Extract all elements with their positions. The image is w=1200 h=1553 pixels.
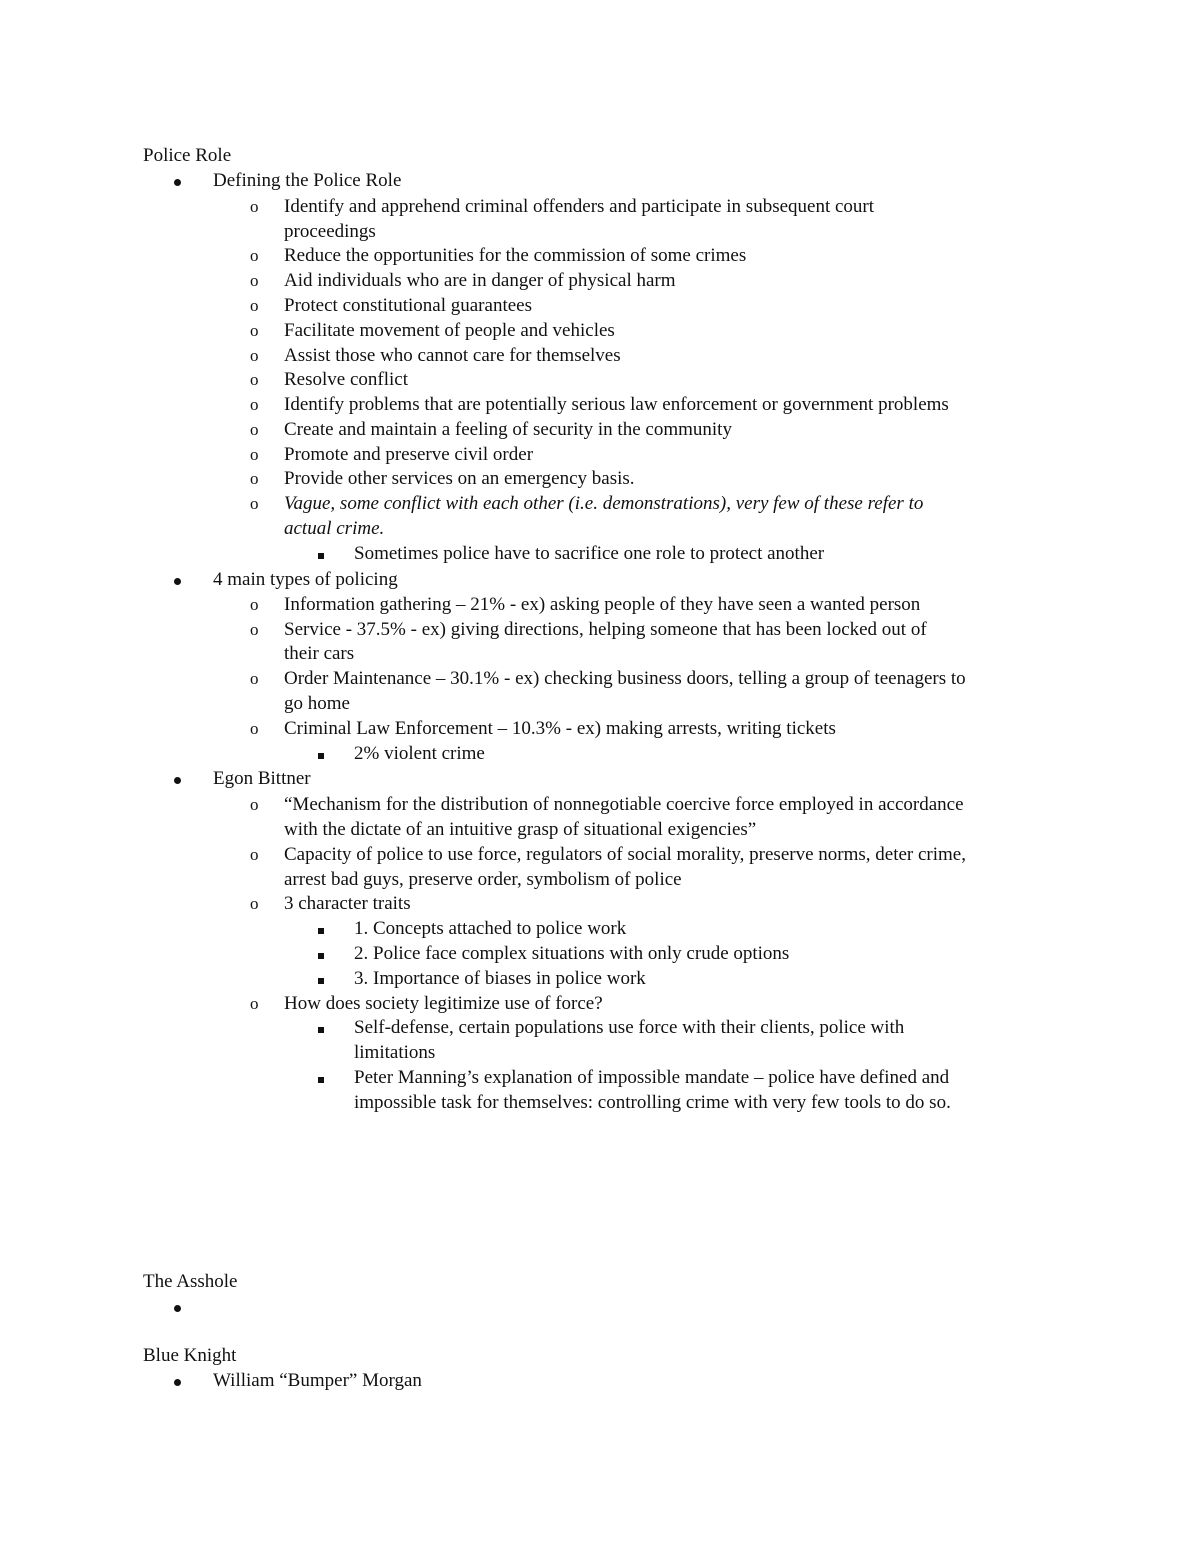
bullet-circle: o (250, 271, 259, 290)
bullet-circle: o (250, 845, 259, 864)
list-item: Defining the Police Role (213, 170, 402, 191)
bullet-square (318, 967, 324, 992)
list-item: Aid individuals who are in danger of physical harm (284, 270, 676, 291)
bullet-square (318, 942, 324, 967)
list-item: 1. Concepts attached to police work (354, 918, 627, 939)
bullet-square (318, 1016, 324, 1041)
list-item: 2. Police face complex situations with only crude options (354, 943, 790, 964)
bullet-circle: o (250, 795, 259, 814)
list-item: 3. Importance of biases in police work (354, 968, 646, 989)
section-heading-the-asshole: The Asshole (143, 1271, 238, 1292)
list-item: Facilitate movement of people and vehicles (284, 320, 615, 341)
bullet-circle: o (250, 395, 259, 414)
list-item: Self-defense, certain populations use force with their clients, police with (354, 1017, 905, 1038)
list-item: Information gathering – 21% - ex) asking people of they have seen a wanted person (284, 594, 921, 615)
list-item-continuation: arrest bad guys, preserve order, symbolism of police (284, 869, 682, 890)
bullet-square (318, 1066, 324, 1091)
bullet-dot (174, 568, 181, 593)
bullet-circle: o (250, 296, 259, 315)
bullet-square (318, 542, 324, 567)
list-item: Promote and preserve civil order (284, 444, 534, 465)
list-item: 2% violent crime (354, 743, 485, 764)
list-item: William “Bumper” Morgan (213, 1370, 422, 1391)
list-item: Identify problems that are potentially serious law enforcement or government problems (284, 394, 949, 415)
list-item: Create and maintain a feeling of security in the community (284, 419, 732, 440)
list-item: “Mechanism for the distribution of nonnegotiable coercive force employed in accordance (284, 794, 964, 815)
list-item: Criminal Law Enforcement – 10.3% - ex) making arrests, writing tickets (284, 718, 836, 739)
list-item: Sometimes police have to sacrifice one role to protect another (354, 543, 825, 564)
bullet-circle: o (250, 719, 259, 738)
list-item-continuation: actual crime. (284, 518, 385, 539)
bullet-circle: o (250, 994, 259, 1013)
list-item-continuation: limitations (354, 1042, 436, 1063)
list-item: Order Maintenance – 30.1% - ex) checking business doors, telling a group of teenagers to (284, 668, 966, 689)
list-item: Vague, some conflict with each other (i.e. demonstrations), very few of these refer to (284, 493, 924, 514)
list-item: Resolve conflict (284, 369, 408, 390)
list-item: How does society legitimize use of force? (284, 993, 603, 1014)
bullet-circle: o (250, 669, 259, 688)
bullet-dot (174, 1295, 181, 1320)
bullet-square (318, 917, 324, 942)
bullet-circle: o (250, 894, 259, 913)
bullet-circle: o (250, 370, 259, 389)
list-item: Reduce the opportunities for the commission of some crimes (284, 245, 747, 266)
bullet-circle: o (250, 197, 259, 216)
list-item-continuation: impossible task for themselves: controlling crime with very few tools to do so. (354, 1092, 951, 1113)
list-item: Service - 37.5% - ex) giving directions, helping someone that has been locked out of (284, 619, 927, 640)
bullet-circle: o (250, 246, 259, 265)
section-heading-police-role: Police Role (143, 145, 232, 166)
bullet-circle: o (250, 469, 259, 488)
list-item: 3 character traits (284, 893, 411, 914)
bullet-dot (174, 1369, 181, 1394)
list-item-continuation: go home (284, 693, 350, 714)
bullet-circle: o (250, 420, 259, 439)
list-item: Identify and apprehend criminal offenders and participate in subsequent court (284, 196, 875, 217)
list-item: Capacity of police to use force, regulators of social morality, preserve norms, deter crime, (284, 844, 966, 865)
bullet-circle: o (250, 445, 259, 464)
bullet-circle: o (250, 494, 259, 513)
bullet-circle: o (250, 620, 259, 639)
list-item: Assist those who cannot care for themselves (284, 345, 621, 366)
bullet-circle: o (250, 595, 259, 614)
bullet-square (318, 742, 324, 767)
bullet-dot (174, 767, 181, 792)
list-item: Protect constitutional guarantees (284, 295, 532, 316)
list-item: 4 main types of policing (213, 569, 398, 590)
bullet-dot (174, 169, 181, 194)
section-heading-blue-knight: Blue Knight (143, 1345, 237, 1366)
list-item-continuation: with the dictate of an intuitive grasp of situational exigencies” (284, 819, 757, 840)
list-item-continuation: their cars (284, 643, 355, 664)
bullet-circle: o (250, 321, 259, 340)
list-item: Provide other services on an emergency basis. (284, 468, 635, 489)
list-item-continuation: proceedings (284, 221, 376, 242)
list-item: Peter Manning’s explanation of impossible mandate – police have defined and (354, 1067, 950, 1088)
list-item: Egon Bittner (213, 768, 311, 789)
bullet-circle: o (250, 346, 259, 365)
